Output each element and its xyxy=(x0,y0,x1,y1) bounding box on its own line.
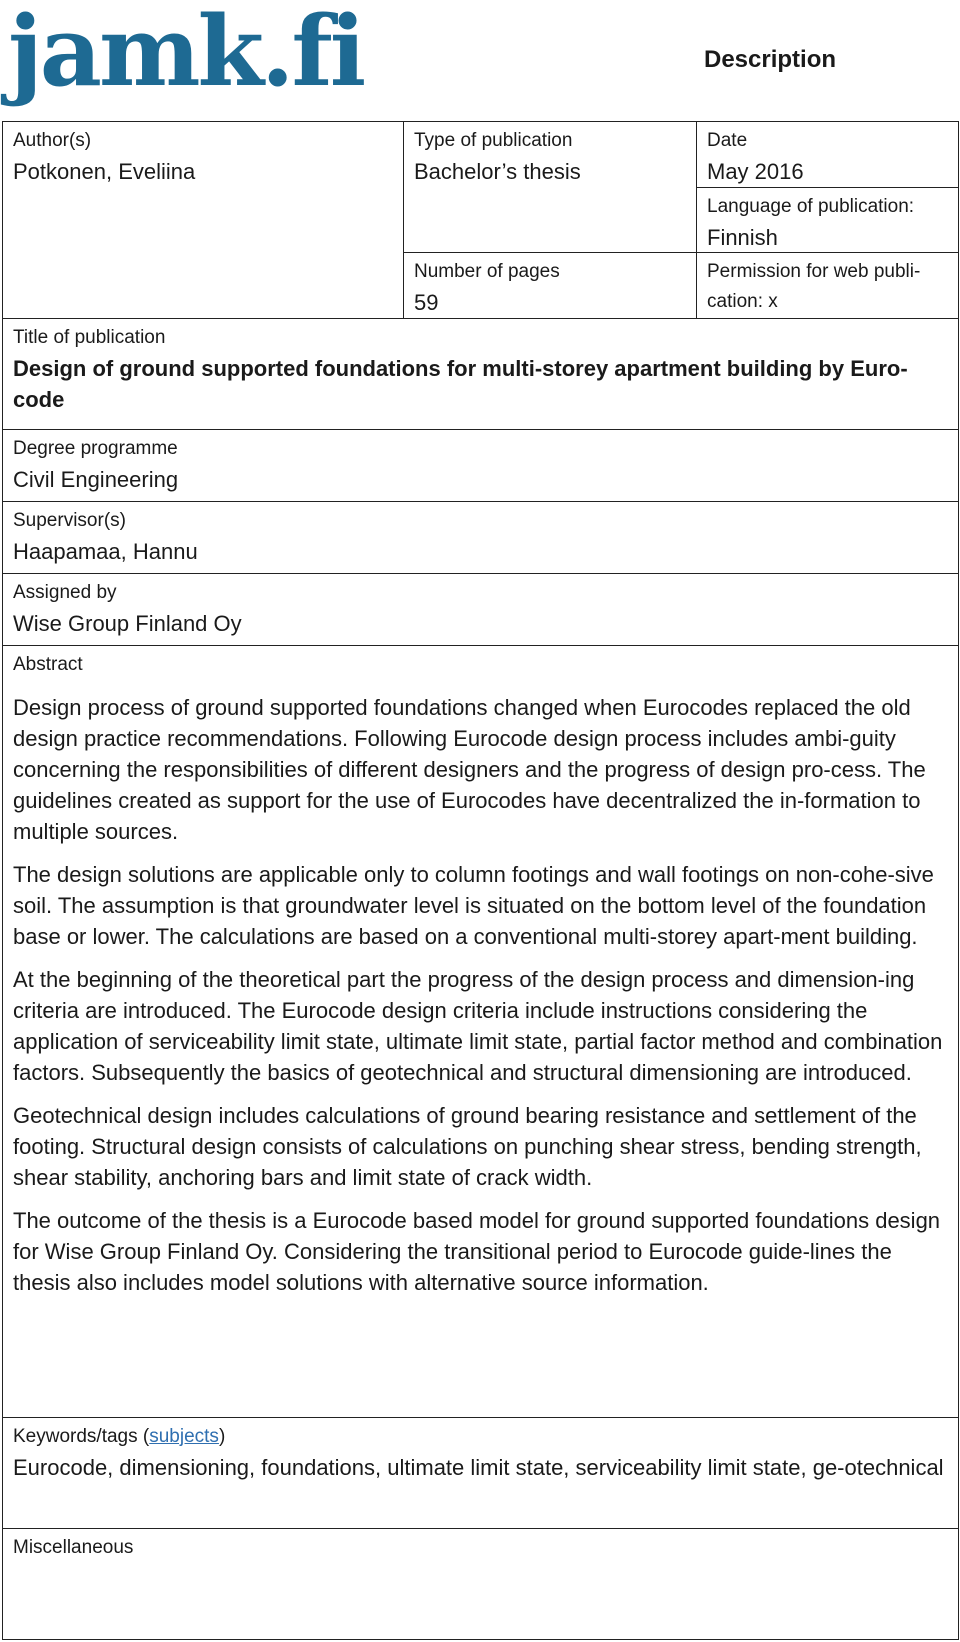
supervisor-value: Haapamaa, Hannu xyxy=(13,539,198,564)
abstract-paragraph: Design process of ground supported foundations changed when Eurocodes replaced the old design practice recommendations. Following Eurocode design process includes ambi-guity concerning the responsibilities of different designers and the progress of design pro-cess. The guidelines created as support for the use of Eurocodes have decentralized the in-formation to multiple sources. xyxy=(13,695,926,844)
type-cell xyxy=(403,121,697,253)
language-value: Finnish xyxy=(707,225,778,250)
assigned-label: Assigned by xyxy=(13,582,117,603)
abstract-cell xyxy=(2,645,959,1418)
assigned-cell xyxy=(2,573,959,646)
title-label: Title of publication xyxy=(13,327,166,348)
abstract-paragraph: The outcome of the thesis is a Eurocode based model for ground supported foundations design for Wise Group Finland Oy. Considering the transitional period to Eurocode guide-lines the thesis also includes model solutions with alternative source information. xyxy=(13,1208,941,1295)
keywords-label-end: ) xyxy=(218,1426,226,1447)
page-title: Description xyxy=(704,46,837,73)
type-label: Type of publication xyxy=(414,130,573,151)
keywords-label xyxy=(13,1422,948,1452)
abstract-paragraph: At the beginning of the theoretical part the progress of the design process and dimension-ing criteria are introduced. The Eurocode design criteria include instructions considering the application of serviceability limit state, ultimate limit state, partial factor method and combination factors. Subsequently the basics of geotechnical and structural dimensioning are introduced. xyxy=(13,967,943,1085)
title-value: Design of ground supported foundations for multi-storey apartment building by Euro-code xyxy=(13,356,908,412)
degree-label: Degree programme xyxy=(13,438,178,459)
pages-cell xyxy=(403,252,697,319)
degree-cell xyxy=(2,429,959,502)
permission-label: Permission for web publi- xyxy=(707,261,921,282)
date-label: Date xyxy=(707,130,748,151)
keywords-value: Eurocode, dimensioning, foundations, ultimate limit state, serviceability limit state, ge-otechnical xyxy=(13,1455,944,1480)
permission-cell xyxy=(696,252,959,319)
language-label: Language of publication: xyxy=(707,196,915,217)
type-value: Bachelor’s thesis xyxy=(414,159,581,184)
date-value: May 2016 xyxy=(707,159,804,184)
assigned-value: Wise Group Finland Oy xyxy=(13,611,242,636)
jamk-logo: jamk.fi xyxy=(8,0,364,108)
title-cell xyxy=(2,318,959,430)
pages-label: Number of pages xyxy=(414,261,560,282)
abstract-paragraph: Geotechnical design includes calculations of ground bearing resistance and settlement of the footing. Structural design consists of calculations on punching shear stress, bending strength, shear stability, anchoring bars and limit state of crack width. xyxy=(13,1103,922,1190)
misc-label: Miscellaneous xyxy=(13,1537,134,1558)
supervisor-label: Supervisor(s) xyxy=(13,510,126,531)
abstract-label: Abstract xyxy=(13,654,83,675)
abstract-paragraph: The design solutions are applicable only to column footings and wall footings on non-cohe-sive soil. The assumption is that groundwater level is situated on the bottom level of the foundation base or lower. The calculations are based on a conventional multi-storey apart-ment building. xyxy=(13,862,934,949)
permission-value: cation: x xyxy=(707,291,778,312)
author-value: Potkonen, Eveliina xyxy=(13,159,196,184)
date-cell xyxy=(696,121,959,188)
author-cell xyxy=(2,121,404,319)
pages-value: 59 xyxy=(414,290,439,315)
supervisor-cell xyxy=(2,501,959,574)
author-label: Author(s) xyxy=(13,130,92,151)
keywords-cell xyxy=(2,1417,959,1529)
keywords-label-text: Keywords/tags ( xyxy=(13,1426,150,1447)
language-cell xyxy=(696,187,959,253)
misc-cell xyxy=(2,1528,959,1640)
subjects-link[interactable]: subjects xyxy=(149,1426,219,1447)
abstract-body xyxy=(13,692,948,1298)
degree-value: Civil Engineering xyxy=(13,467,179,492)
